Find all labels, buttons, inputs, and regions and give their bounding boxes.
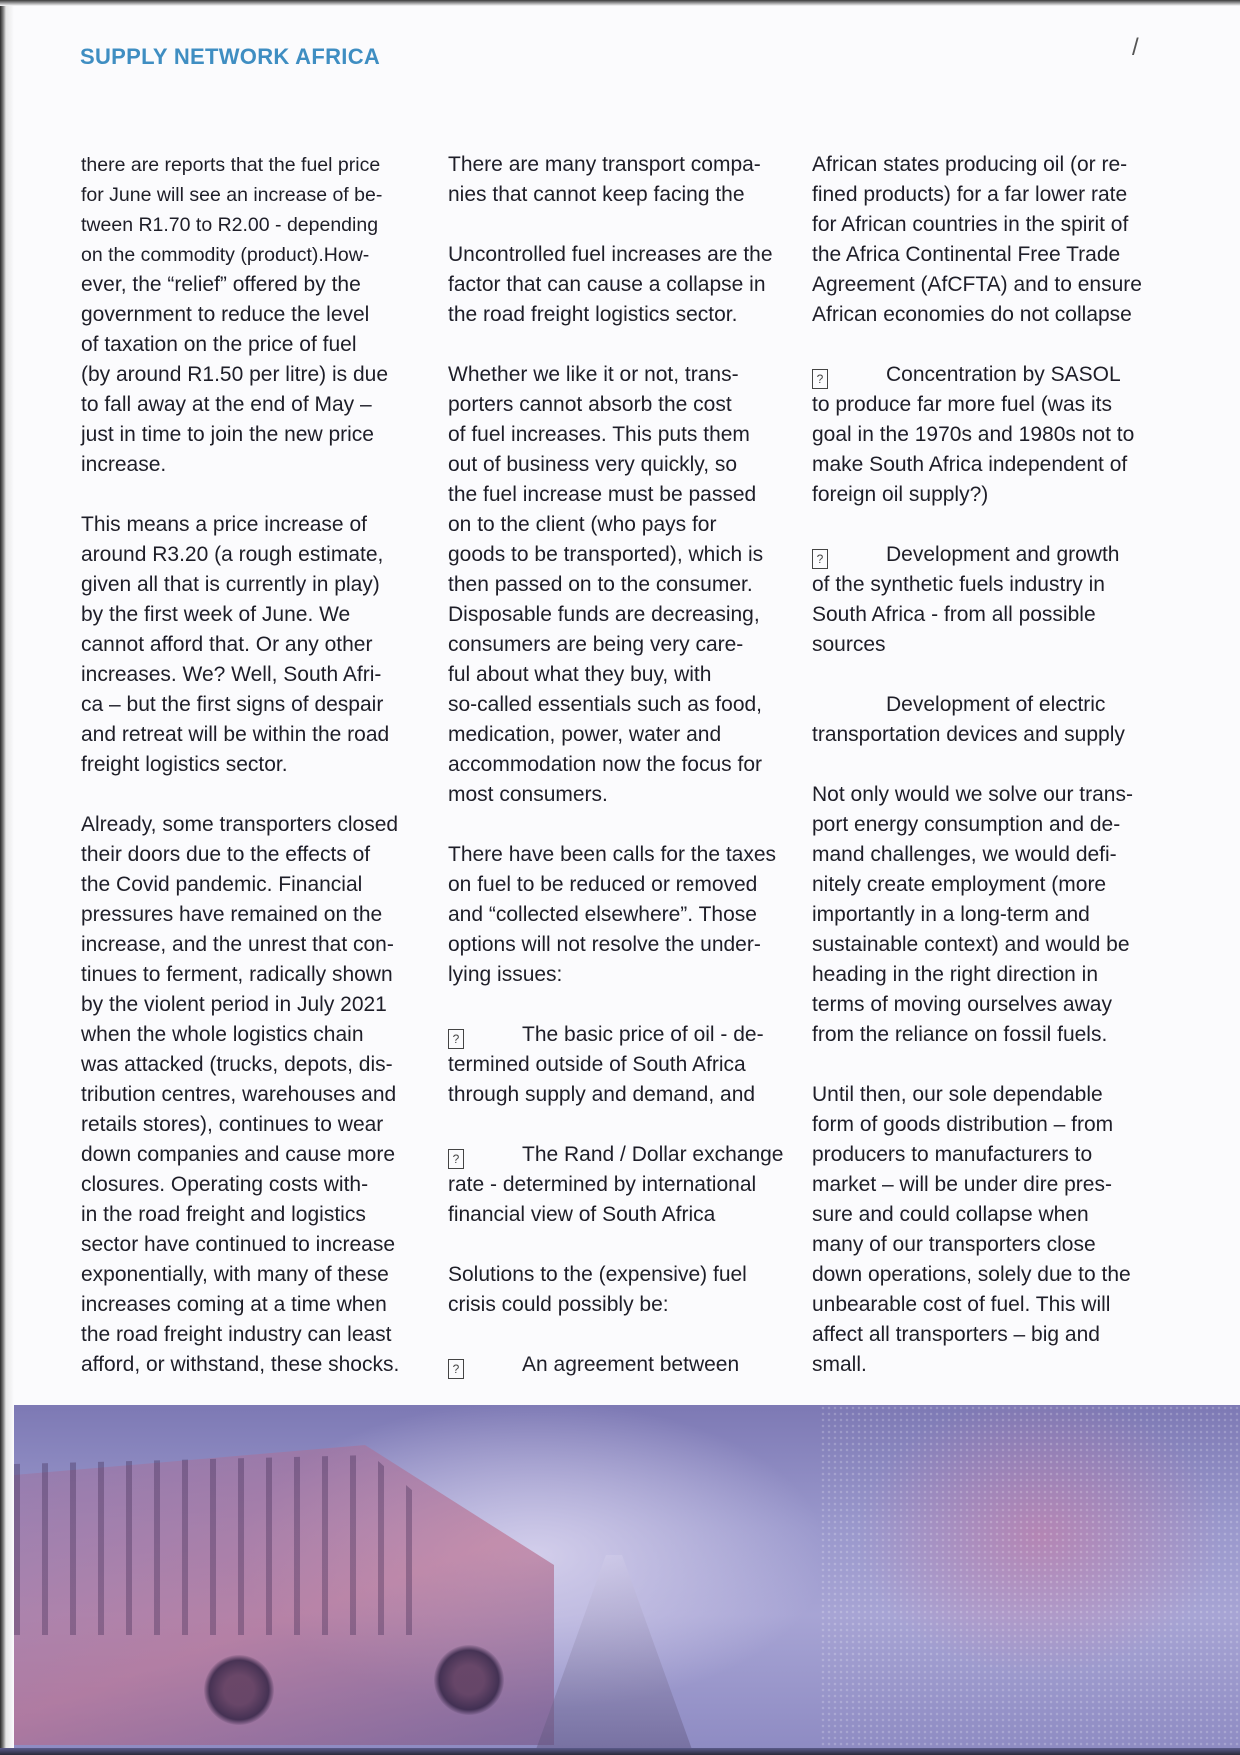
bullet-continuation: transportation devices and supply [812, 723, 1125, 746]
paragraph: There are many transport compa- nies that cannot keep facing the [448, 153, 761, 206]
missing-glyph-box-icon: ? [448, 1149, 464, 1169]
paragraph: Solutions to the (expensive) fuel crisis could possibly be: [448, 1263, 747, 1316]
bullet-text: The Rand / Dollar exchange [522, 1143, 784, 1166]
bullet-text: Concentration by SASOL [886, 363, 1121, 386]
bullet-text: The basic price of oil - de- [522, 1023, 764, 1046]
scan-top-edge [0, 0, 1240, 6]
paragraph: African states producing oil (or re- fined products) for a far lower rate for African countries in the spirit of the Africa Continental Free Trade Agreement (AfCFTA) and to ensure African economies do not collapse [812, 153, 1142, 326]
bullet-text: Development of electric [886, 693, 1106, 716]
truck-trailer-ribs [14, 1455, 434, 1635]
missing-glyph-box-icon: ? [812, 369, 828, 389]
bullet-item [812, 360, 1172, 390]
paragraph: Already, some transporters closed their doors due to the effects of the Covid pandemic. Financial pressures have remained on the increase, and the unrest that con- tinues to ferment, radically shown by the violent period in July 2021 when the whole logistics chain was attacked (trucks, depots, dis- tribution centres, warehouses and retails stores), continues to wear down companies and cause more closures. Operating costs with- in the road freight and logistics sector have continued to increase exponentially, with many of these increases coming at a time when the road freight industry can least afford, or withstand, these shocks. [81, 813, 400, 1376]
truck-wheel [204, 1655, 274, 1725]
paragraph: ever, the “relief” offered by the government to reduce the level of taxation on the price of fuel (by around R1.50 per litre) is due to fall away at the end of May – just in time to join the new price increase. [81, 273, 388, 476]
bullet-text: An agreement between [522, 1353, 740, 1376]
bullet-continuation: termined outside of South Africa through supply and demand, and [448, 1053, 756, 1106]
column-2 [448, 150, 808, 1380]
bullet-item [448, 1020, 808, 1050]
truck-photo [14, 1405, 1240, 1755]
missing-glyph-box-icon: ? [448, 1359, 464, 1379]
paragraph: Uncontrolled fuel increases are the factor that can cause a collapse in the road freight logistics sector. [448, 243, 773, 326]
bullet-text: Development and growth [886, 543, 1120, 566]
paragraph: This means a price increase of around R3.20 (a rough estimate, given all that is currently in play) by the first week of June. We cannot afford that. Or any other increases. We? Well, South Afri- ca – but the first signs of despair and retreat will be within the road freight logistics sector. [81, 513, 390, 776]
paragraph: There have been calls for the taxes on fuel to be reduced or removed and “collected elsewhere”. Those options will not resolve the under- lying issues: [448, 843, 777, 986]
scan-bottom-edge [0, 1748, 1240, 1755]
bullet-continuation: of the synthetic fuels industry in South Africa - from all possible sources [812, 573, 1105, 656]
road [534, 1555, 694, 1755]
bullet-item [812, 540, 1172, 570]
corner-mark: / [1132, 34, 1139, 61]
paragraph: Whether we like it or not, trans- porters cannot absorb the cost of fuel increases. This puts them out of business very quickly, so the fuel increase must be passed on to the client (who pays for goods to be transported), which is then passed on to the consumer. Disposable funds are decreasing, consumers are being very care- ful about what they buy, with so-called essentials such as food, medication, power, water and accommodation now the focus for most consumers. [448, 363, 764, 806]
truck-wheel [434, 1645, 504, 1715]
scan-edge [0, 0, 14, 1755]
bullet-item [812, 690, 1172, 720]
halftone-pattern [820, 1405, 1240, 1755]
paragraph: there are reports that the fuel price for June will see an increase of be- tween R1.70 to R2.00 - depending on the commodity (product).How- [81, 154, 383, 266]
bullet-item [448, 1350, 808, 1380]
bullet-item [448, 1140, 808, 1170]
paragraph: Until then, our sole dependable form of goods distribution – from producers to manufacturers to market – will be under dire pres- sure and could collapse when many of our transporters close down operations, solely due to the unbearable cost of fuel. This will affect all transporters – big and small. [812, 1083, 1131, 1376]
bullet-continuation: rate - determined by international financial view of South Africa [448, 1173, 757, 1226]
missing-glyph-box-icon: ? [812, 549, 828, 569]
masthead: SUPPLY NETWORK AFRICA [80, 44, 381, 69]
missing-glyph-box-icon: ? [448, 1029, 464, 1049]
paragraph: Not only would we solve our trans- port energy consumption and de- mand challenges, we would defi- nitely create employment (more importantly in a long-term and sustainable context) and would be heading in the right direction in terms of moving ourselves away from the reliance on fossil fuels. [812, 783, 1133, 1046]
bullet-continuation: to produce far more fuel (was its goal in the 1970s and 1980s not to make South Africa independent of foreign oil supply?) [812, 393, 1135, 506]
column-3 [812, 150, 1172, 1410]
column-1 [81, 150, 433, 1410]
